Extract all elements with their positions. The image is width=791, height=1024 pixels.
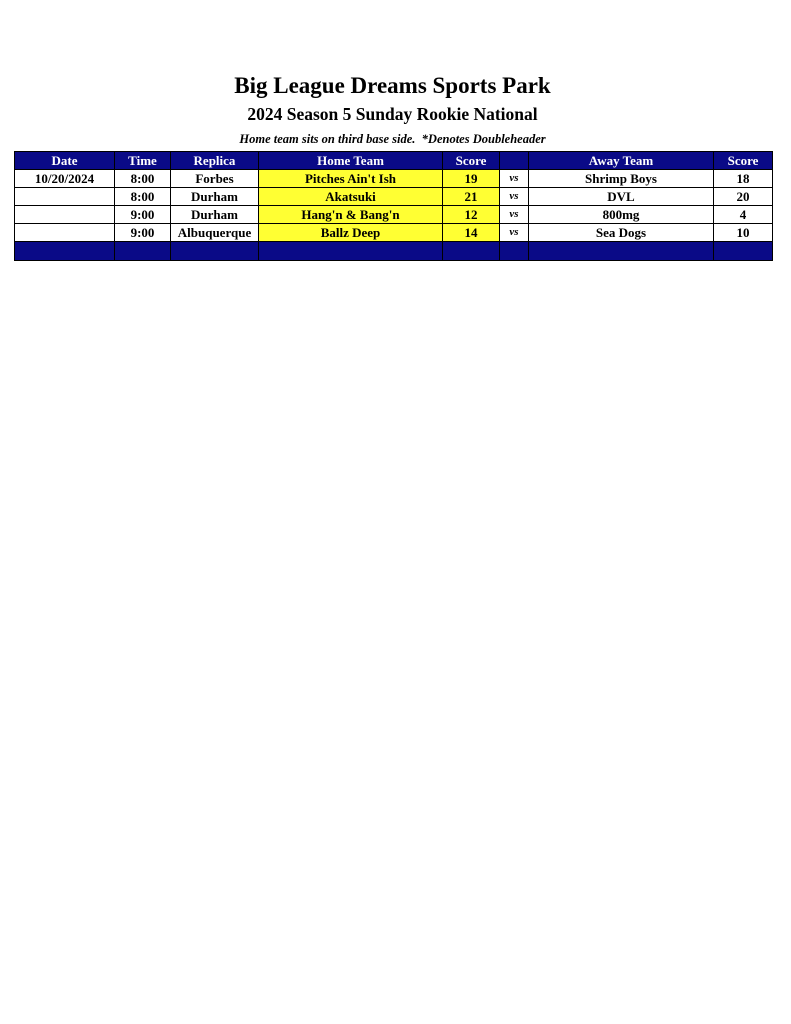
footer-cell xyxy=(529,242,714,261)
column-header-home-team: Home Team xyxy=(259,152,443,170)
schedule-table xyxy=(14,151,773,261)
cell-date xyxy=(15,224,115,242)
cell-home-score: 12 xyxy=(443,206,500,224)
column-header-home-score: Score xyxy=(443,152,500,170)
cell-away-score: 18 xyxy=(714,170,773,188)
cell-away-team: 800mg xyxy=(529,206,714,224)
cell-away-team: Sea Dogs xyxy=(529,224,714,242)
table-header-row xyxy=(15,152,773,170)
table-footer-row xyxy=(15,242,773,261)
footer-cell xyxy=(500,242,529,261)
page-title: Big League Dreams Sports Park xyxy=(234,73,551,98)
column-header-date: Date xyxy=(15,152,115,170)
cell-date: 10/20/2024 xyxy=(15,170,115,188)
cell-replica: Durham xyxy=(171,206,259,224)
cell-replica: Forbes xyxy=(171,170,259,188)
table-row xyxy=(15,170,773,188)
footer-cell xyxy=(714,242,773,261)
column-header-time: Time xyxy=(115,152,171,170)
cell-time: 8:00 xyxy=(115,170,171,188)
cell-vs: vs xyxy=(500,206,529,224)
cell-home-score: 21 xyxy=(443,188,500,206)
footer-cell xyxy=(443,242,500,261)
page-subtitle: 2024 Season 5 Sunday Rookie National xyxy=(247,104,538,124)
cell-replica: Albuquerque xyxy=(171,224,259,242)
cell-home-score: 19 xyxy=(443,170,500,188)
footer-cell xyxy=(15,242,115,261)
cell-away-team: Shrimp Boys xyxy=(529,170,714,188)
cell-home-score: 14 xyxy=(443,224,500,242)
cell-time: 8:00 xyxy=(115,188,171,206)
cell-away-score: 4 xyxy=(714,206,773,224)
table-row xyxy=(15,188,773,206)
schedule-note: Home team sits on third base side. *Denotes Doubleheader xyxy=(239,132,546,146)
cell-replica: Durham xyxy=(171,188,259,206)
cell-home-team: Ballz Deep xyxy=(259,224,443,242)
cell-home-team: Akatsuki xyxy=(259,188,443,206)
cell-vs: vs xyxy=(500,188,529,206)
cell-time: 9:00 xyxy=(115,224,171,242)
cell-away-score: 20 xyxy=(714,188,773,206)
cell-vs: vs xyxy=(500,170,529,188)
column-header-vs xyxy=(500,152,529,170)
column-header-away-team: Away Team xyxy=(529,152,714,170)
table-row xyxy=(15,206,773,224)
cell-away-team: DVL xyxy=(529,188,714,206)
cell-home-team: Hang'n & Bang'n xyxy=(259,206,443,224)
footer-cell xyxy=(259,242,443,261)
cell-time: 9:00 xyxy=(115,206,171,224)
column-header-away-score: Score xyxy=(714,152,773,170)
footer-cell xyxy=(171,242,259,261)
cell-vs: vs xyxy=(500,224,529,242)
footer-cell xyxy=(115,242,171,261)
column-header-replica: Replica xyxy=(171,152,259,170)
cell-date xyxy=(15,188,115,206)
cell-date xyxy=(15,206,115,224)
cell-away-score: 10 xyxy=(714,224,773,242)
table-row xyxy=(15,224,773,242)
cell-home-team: Pitches Ain't Ish xyxy=(259,170,443,188)
